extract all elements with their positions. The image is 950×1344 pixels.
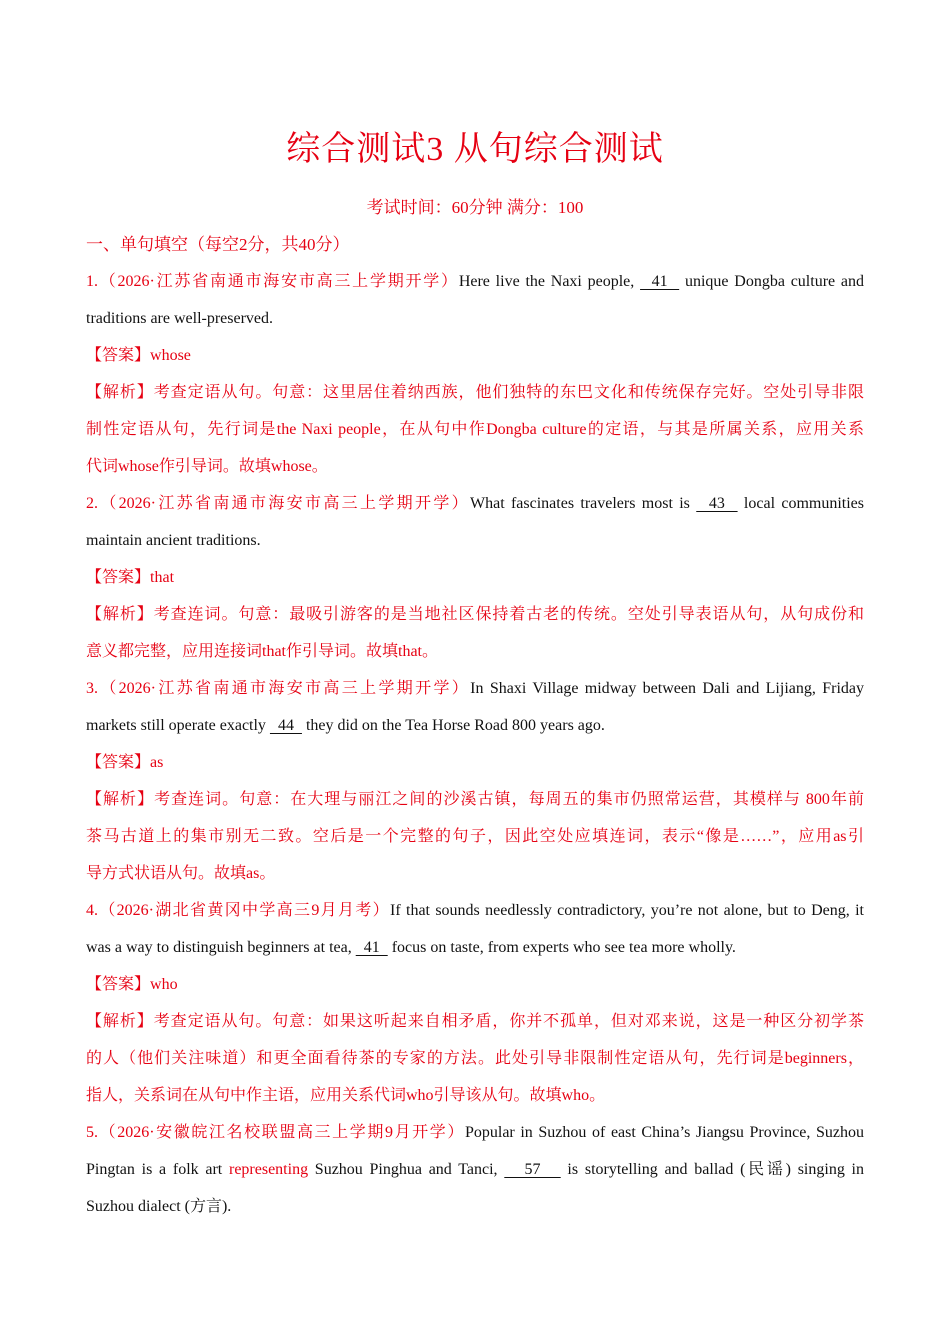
section-heading: 一、单句填空（每空2分，共40分） <box>86 235 350 254</box>
question-5-line-2 <box>86 1151 864 1188</box>
analysis-text: 茶马古道上的集市别无二致。空后是一个完整的句子，因此空处应填连词，表示“像是……”，应用as引 <box>86 828 864 845</box>
question-4-line-1 <box>86 892 864 929</box>
question-3-analysis-3 <box>86 855 864 892</box>
answer-blank: 41 <box>355 939 388 956</box>
question-4-answer <box>86 966 864 1003</box>
question-1-line-1 <box>86 263 864 300</box>
question-stem: unique Dongba culture and <box>679 273 864 290</box>
question-5-line-3 <box>86 1188 864 1225</box>
question-source: （2026·江苏省南通市海安市高三上学期开学） <box>98 273 459 290</box>
answer-text: who <box>150 976 178 993</box>
question-number: 5. <box>86 1124 98 1141</box>
analysis-text: 指人，关系词在从句中作主语，应用关系代词who引导该从句。故填who。 <box>86 1087 606 1104</box>
question-stem: traditions are well-preserved. <box>86 310 274 327</box>
answer-tag: 【答案】 <box>86 569 151 586</box>
analysis-text: 代词whose作引导词。故填whose。 <box>86 458 328 475</box>
analysis-text: 考查定语从句。句意：如果这听起来自相矛盾，你并不孤单，但对邓来说，这是一种区分初学茶 <box>153 1013 864 1030</box>
exam-info: 考试时间：60分钟 满分：100 <box>366 198 584 217</box>
analysis-text: 制性定语从句，先行词是the Naxi people，在从句中作Dongba culture的定语，与其是所属关系，应用关系 <box>86 421 864 438</box>
question-source: （2026·江苏省南通市海安市高三上学期开学） <box>98 680 471 697</box>
answer-text: as <box>150 754 164 771</box>
question-4-analysis-3 <box>86 1077 864 1114</box>
question-stem: markets still operate exactly <box>86 717 270 734</box>
question-5-line-1 <box>86 1114 864 1151</box>
question-source: （2026·江苏省南通市海安市高三上学期开学） <box>98 495 470 512</box>
highlighted-word: representing <box>228 1161 309 1178</box>
question-3-line-2 <box>86 707 864 744</box>
question-stem: is storytelling and ballad (民谣) singing in <box>560 1161 864 1178</box>
question-4-line-2 <box>86 929 864 966</box>
question-2-line-1 <box>86 485 864 522</box>
answer-blank: 41 <box>640 273 680 290</box>
answer-text: that <box>150 569 175 586</box>
question-number: 3. <box>86 680 98 697</box>
analysis-tag: 【解析】 <box>86 791 155 808</box>
question-1-analysis-3 <box>86 448 864 485</box>
question-2-line-2 <box>86 522 864 559</box>
question-stem: If that sounds needlessly contradictory, you’re not alone, but to Deng, it <box>390 902 864 919</box>
question-source: （2026·安徽皖江名校联盟高三上学期9月开学） <box>98 1124 465 1141</box>
analysis-tag: 【解析】 <box>86 606 154 623</box>
question-stem: focus on taste, from experts who see tea more wholly. <box>387 939 736 956</box>
question-stem: Popular in Suzhou of east China’s Jiangsu Province, Suzhou <box>464 1124 864 1141</box>
question-3-answer <box>86 744 864 781</box>
question-stem: Suzhou Pinghua and Tanci, <box>308 1161 505 1178</box>
analysis-text: 考查连词。句意：在大理与丽江之间的沙溪古镇，每周五的集市仍照常运营，其模样与 800年前 <box>154 791 864 808</box>
answer-tag: 【答案】 <box>86 754 151 771</box>
question-3-analysis-2 <box>86 818 864 855</box>
analysis-text: 导方式状语从句。故填as。 <box>86 865 276 882</box>
question-2-answer <box>86 559 864 596</box>
questions-list <box>86 263 864 1225</box>
analysis-tag: 【解析】 <box>86 1013 154 1030</box>
question-stem: Pingtan is a folk art <box>86 1161 229 1178</box>
question-4-analysis-1 <box>86 1003 864 1040</box>
question-stem: Suzhou dialect (方言). <box>86 1198 232 1215</box>
analysis-text: 考查连词。句意：最吸引游客的是当地社区保持着古老的传统。空处引导表语从句，从句成份和 <box>153 606 864 623</box>
question-2-analysis-2 <box>86 633 864 670</box>
answer-blank: 44 <box>269 717 302 734</box>
question-stem: was a way to distinguish beginners at tea, <box>86 939 356 956</box>
answer-tag: 【答案】 <box>86 347 151 364</box>
question-stem: Here live the Naxi people, <box>458 273 641 290</box>
question-stem: local communities <box>737 495 864 512</box>
question-number: 1. <box>86 273 98 290</box>
question-stem: maintain ancient traditions. <box>86 532 261 549</box>
answer-blank: 57 <box>504 1161 561 1178</box>
question-4-analysis-2 <box>86 1040 864 1077</box>
analysis-tag: 【解析】 <box>86 384 154 401</box>
question-stem: In Shaxi Village midway between Dali and Lijiang, Friday <box>470 680 864 697</box>
answer-tag: 【答案】 <box>86 976 151 993</box>
question-stem: What fascinates travelers most is <box>469 495 697 512</box>
question-1-analysis-2 <box>86 411 864 448</box>
question-stem: they did on the Tea Horse Road 800 years ago. <box>301 717 605 734</box>
answer-text: whose <box>150 347 191 364</box>
question-3-line-1 <box>86 670 864 707</box>
question-number: 4. <box>86 902 98 919</box>
answer-blank: 43 <box>696 495 738 512</box>
question-source: （2026·湖北省黄冈中学高三9月月考） <box>98 902 391 919</box>
analysis-text: 意义都完整，应用连接词that作引导词。故填that。 <box>86 643 438 660</box>
page-title: 综合测试3 从句综合测试 <box>286 131 664 168</box>
question-number: 2. <box>86 495 98 512</box>
question-2-analysis-1 <box>86 596 864 633</box>
question-1-analysis-1 <box>86 374 864 411</box>
question-3-analysis-1 <box>86 781 864 818</box>
analysis-text: 考查定语从句。句意：这里居住着纳西族，他们独特的东巴文化和传统保存完好。空处引导非限 <box>153 384 864 401</box>
question-1-line-2 <box>86 300 864 337</box>
question-1-answer <box>86 337 864 374</box>
analysis-text: 的人（他们关注味道）和更全面看待茶的专家的方法。此处引导非限制性定语从句，先行词是beginners， <box>86 1050 864 1067</box>
